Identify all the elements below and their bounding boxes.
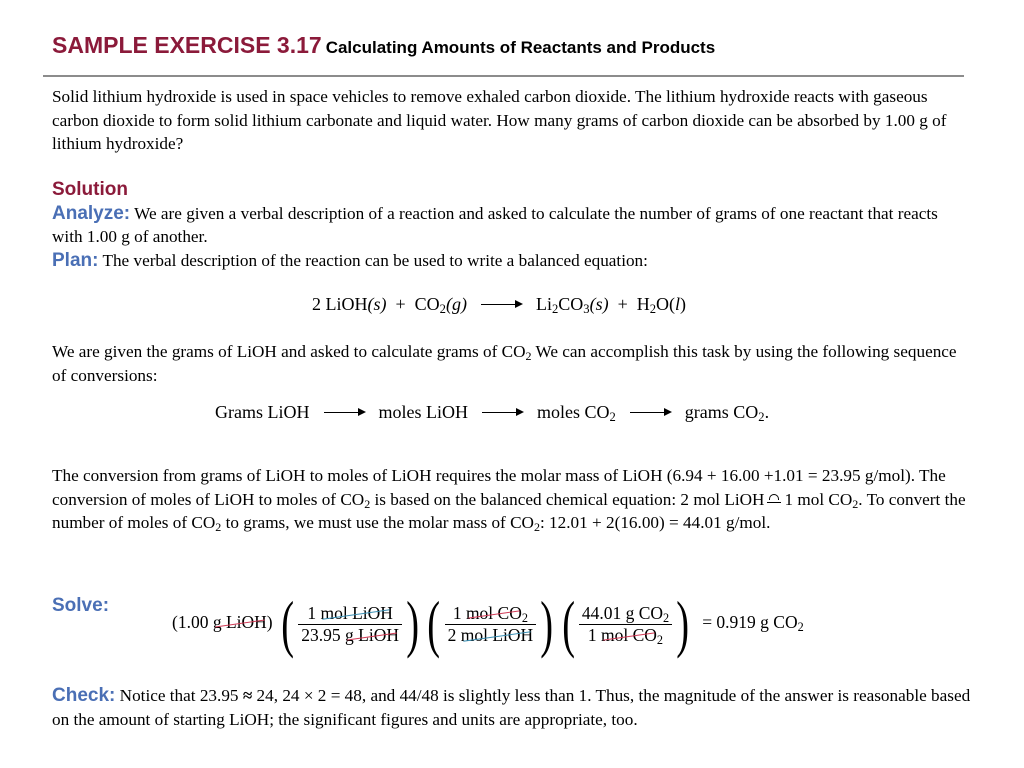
balanced-equation: 2 LiOH(s) + $CO_2(g) Li_2CO_3(s) + H_2O(l)$ — [312, 294, 687, 316]
exercise-title — [52, 32, 715, 59]
conversion-paragraph: The conversion from grams of LiOH to moles of LiOH requires the molar mass of LiOH (6.94 + 16.00 +1.01 = 23.95 g/mol). The conversion of moles of LiOH to moles of $CO_2$ is based on the balanced chemical equation: 2 mol LiOH 1 mol $CO_2$. To convert the number of moles of $CO_2$ to grams, we must use the molar mass of $CO_2$: 12.01 + 2(16.00) = 44.01 g/mol. — [52, 466, 966, 534]
reaction-arrow — [481, 304, 521, 305]
solution-heading: Solution — [52, 179, 128, 200]
approx-symbol: ≈ — [242, 686, 253, 705]
fraction-molar-mass: $\frac{\text{1 mol LiOH}}{\text{23.95 g LiOH}}$ — [298, 603, 402, 646]
fraction-co2-molar-mass: $\frac{44.01 g CO_2}{1 mol CO_2}$ — [579, 603, 672, 646]
stoichiometric-equivalence-icon — [766, 494, 782, 504]
plan-paragraph — [52, 249, 972, 273]
exercise-subtitle: Calculating Amounts of Reactants and Products — [325, 38, 716, 57]
exercise-number: SAMPLE EXERCISE 3.17 — [52, 32, 322, 58]
given-paragraph: We are given the grams of LiOH and asked to calculate grams of $CO_2$ We can accomplish this task by using the following sequence of conversions: — [52, 342, 957, 385]
sequence-arrow — [630, 412, 670, 413]
sequence-arrow — [324, 412, 364, 413]
analyze-text: We are given a verbal description of a reaction and asked to calculate the number of grams of one reactant that reacts with 1.00 g of another. — [52, 203, 938, 246]
solve-result: = 0.919 g CO — [702, 612, 798, 633]
conversion-sequence: Grams LiOH moles LiOH moles $CO_2$ grams $CO_2$. — [215, 402, 770, 424]
sequence-arrow — [482, 412, 522, 413]
solution-block — [52, 178, 972, 272]
check-paragraph: Check: Notice that 23.95 ≈ 24, 24 × 2 = 48, and 44/48 is slightly less than 1. Thus, the magnitude of the answer is reasonable based on the amount of starting LiOH; the significant figures and units are appropriate, too. — [52, 685, 971, 729]
solve-label: Solve: — [52, 595, 110, 616]
plan-text: The verbal description of the reaction can be used to write a balanced equation: — [102, 250, 648, 270]
fraction-mole-ratio: $\frac{1 mol CO_2}{\text{2 mol LiOH}}$ — [445, 603, 537, 646]
analyze-paragraph — [52, 202, 972, 249]
plan-label: Plan: — [52, 249, 99, 271]
check-label: Check: — [52, 685, 116, 706]
title-divider — [43, 75, 964, 77]
analyze-label: Analyze: — [52, 202, 131, 224]
problem-statement: Solid lithium hydroxide is used in space vehicles to remove exhaled carbon dioxide. The lithium hydroxide reacts with gaseous carbon dioxide to form solid lithium carbonate and liquid water. How many grams of carbon dioxide can be absorbed by 1.00 g of lithium hydroxide? — [52, 87, 947, 153]
solve-calculation: (1.00 g LiOH) ( $\frac{\text{1 mol LiOH}}{\text{23.95 g LiOH}}$ ) ( $\frac{1 mol CO_2}{\text{2 mol LiOH}}$ ) ( $\frac{44.01 g CO_2}{1 mol CO_2}$ ) = 0.919 g $CO_2$ — [172, 588, 804, 659]
